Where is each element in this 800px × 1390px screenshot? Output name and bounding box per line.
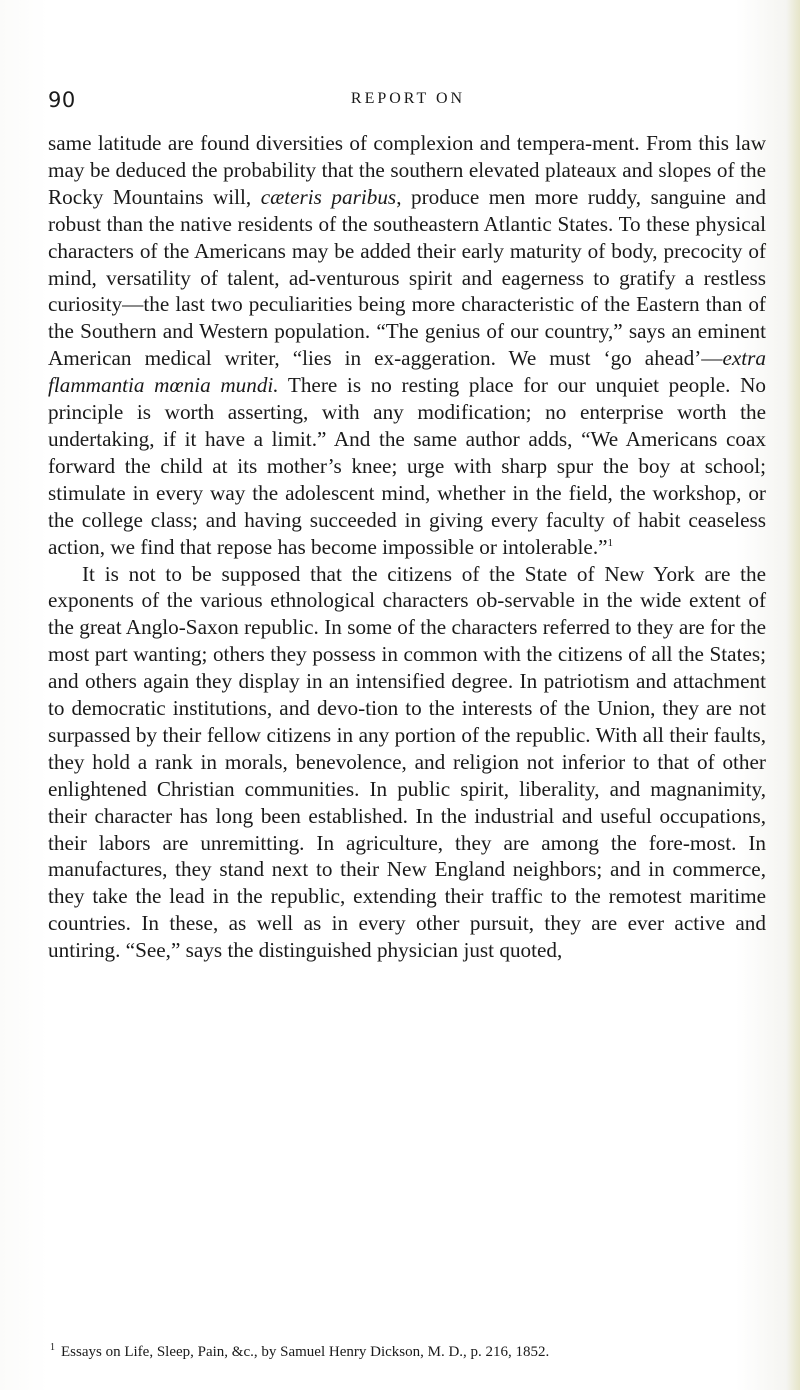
footnote-reference: 1 — [607, 536, 614, 549]
paragraph-1-text-c: There is no resting place for our unquiet people. No principle is worth asserting, with any modification; no enterprise worth the undertaking, if it have a limit.” And the same author adds, “We Americans coax forward the child at its mother’s knee; urge with sharp spur the boy at school; stimulate in every way the adolescent mind, whether in the field, the workshop, or the college class; and having succeeded in giving every faculty of habit ceaseless action, we find that repose has become impossible or intolerable.” — [48, 373, 766, 559]
page-edge-shadow — [786, 0, 800, 1390]
paragraph-2: It is not to be supposed that the citizens of the State of New York are the exponents of the various ethnological characters ob-servable in the wide extent of the great Anglo-Saxon republic. In some of the characters referred to they are for the most part wanting; others they possess in common with the citizens of all the States; and others again they display in an intensified degree. In patriotism and attachment to democratic institutions, and devo-tion to the interests of the Union, they are not surpassed by their fellow citizens in any portion of the republic. With all their faults, they hold a rank in morals, benevolence, and religion not inferior to that of other enlightened Christian communities. In public spirit, liberality, and magnanimity, their character has long been established. In the industrial and useful occupations, their labors are unremitting. In agriculture, they are among the fore-most. In manufactures, they stand next to their New England neighbors; and in commerce, they take the lead in the republic, extending their traffic to the remotest maritime countries. In these, as well as in every other pursuit, they are ever active and untiring. “See,” says the distinguished physician just quoted, — [48, 561, 766, 963]
body-text — [48, 130, 766, 964]
paragraph-1 — [48, 130, 766, 561]
running-head: REPORT ON — [350, 90, 466, 107]
paragraph-1-text-b: , produce men more ruddy, sanguine and robust than the native residents of the southeastern Atlantic States. To these physical characters of the Americans may be added their early maturity of body, precocity of mind, versatility of talent, ad-venturous spirit and eagerness to gratify a restless curiosity—the last two peculiarities being more characteristic of the Eastern than of the Southern and Western population. “The genius of our country,” says an eminent American medical writer, “lies in ex-aggeration. We must ‘go ahead’— — [48, 184, 766, 371]
latin-phrase-ceteris-paribus: cæteris paribus — [260, 184, 397, 209]
footnote-mark: 1 — [50, 1342, 55, 1353]
footnote-text: Essays on Life, Sleep, Pain, &c., by Samuel Henry Dickson, M. D., p. 216, 1852. — [61, 1344, 550, 1360]
page-header — [48, 88, 768, 118]
paragraph-1-text-a: same latitude are found diversities of complexion and tempera-ment. From this law may be deduced the probability that the southern elevated plateaux and slopes of the Rocky Mountains will, — [48, 131, 766, 209]
page-number: 90 — [48, 88, 76, 112]
footnote — [50, 1343, 768, 1361]
latin-phrase-extra-flammantia: extra flammantia mœnia mundi. — [48, 346, 766, 398]
